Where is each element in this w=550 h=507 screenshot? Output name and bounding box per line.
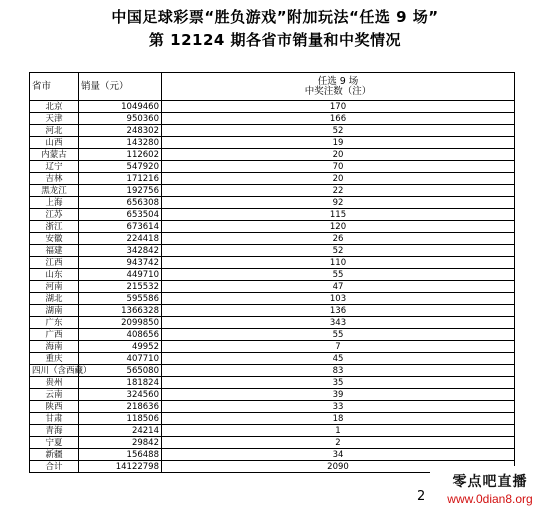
cell-province: 河北	[30, 125, 79, 137]
cell-winners: 55	[162, 269, 515, 281]
cell-province: 湖北	[30, 293, 79, 305]
cell-winners: 92	[162, 197, 515, 209]
table-row	[30, 161, 515, 173]
cell-winners: 47	[162, 281, 515, 293]
cell-sales: 248302	[79, 125, 162, 137]
cell-sales: 595586	[79, 293, 162, 305]
cell-sales: 218636	[79, 401, 162, 413]
table-row	[30, 197, 515, 209]
table-row	[30, 269, 515, 281]
table-row	[30, 185, 515, 197]
document-subtitle: 第 12124 期各省市销量和中奖情况	[148, 31, 402, 49]
watermark-logo	[430, 466, 550, 506]
cell-province: 海南	[30, 341, 79, 353]
cell-province: 山西	[30, 137, 79, 149]
cell-province: 福建	[30, 245, 79, 257]
cell-sales: 171216	[79, 173, 162, 185]
cell-sales: 24214	[79, 425, 162, 437]
table-row	[30, 173, 515, 185]
cell-province: 湖南	[30, 305, 79, 317]
cell-winners: 170	[162, 101, 515, 113]
cell-sales: 143280	[79, 137, 162, 149]
cell-sales: 407710	[79, 353, 162, 365]
table-row	[30, 437, 515, 449]
cell-province: 贵州	[30, 377, 79, 389]
table-row	[30, 329, 515, 341]
table-row	[30, 137, 515, 149]
cell-province: 吉林	[30, 173, 79, 185]
table-row	[30, 413, 515, 425]
cell-winners: 2	[162, 437, 515, 449]
table-row	[30, 365, 515, 377]
cell-sales: 324560	[79, 389, 162, 401]
cell-winners: 120	[162, 221, 515, 233]
cell-sales: 29842	[79, 437, 162, 449]
cell-province: 云南	[30, 389, 79, 401]
cell-winners: 20	[162, 149, 515, 161]
table-header-row	[30, 73, 515, 101]
cell-sales: 342842	[79, 245, 162, 257]
cell-province: 甘肃	[30, 413, 79, 425]
cell-province: 天津	[30, 113, 79, 125]
cell-winners: 2090	[162, 461, 515, 473]
cell-winners: 166	[162, 113, 515, 125]
cell-winners: 26	[162, 233, 515, 245]
cell-winners: 343	[162, 317, 515, 329]
cell-winners: 136	[162, 305, 515, 317]
cell-province: 新疆	[30, 449, 79, 461]
cell-winners: 34	[162, 449, 515, 461]
cell-sales: 1049460	[79, 101, 162, 113]
cell-province: 安徽	[30, 233, 79, 245]
cell-sales: 215532	[79, 281, 162, 293]
header-sales: 销量（元）	[79, 73, 162, 101]
cell-sales: 950360	[79, 113, 162, 125]
table-row	[30, 341, 515, 353]
cell-province: 黑龙江	[30, 185, 79, 197]
cell-sales: 224418	[79, 233, 162, 245]
cell-sales: 118506	[79, 413, 162, 425]
cell-winners: 52	[162, 245, 515, 257]
table-row	[30, 125, 515, 137]
cell-winners: 52	[162, 125, 515, 137]
table-row	[30, 425, 515, 437]
cell-province: 山东	[30, 269, 79, 281]
cell-sales: 943742	[79, 257, 162, 269]
cell-province: 浙江	[30, 221, 79, 233]
cell-province: 北京	[30, 101, 79, 113]
table-row	[30, 101, 515, 113]
cell-sales: 49952	[79, 341, 162, 353]
table-row	[30, 113, 515, 125]
cell-winners: 7	[162, 341, 515, 353]
table-row	[30, 449, 515, 461]
page-number: 2	[417, 489, 426, 504]
cell-province: 四川（含西藏）	[30, 365, 79, 377]
cell-winners: 1	[162, 425, 515, 437]
cell-winners: 115	[162, 209, 515, 221]
cell-province: 河南	[30, 281, 79, 293]
cell-province: 广西	[30, 329, 79, 341]
cell-sales: 565080	[79, 365, 162, 377]
cell-sales: 1366328	[79, 305, 162, 317]
cell-province: 内蒙古	[30, 149, 79, 161]
cell-winners: 110	[162, 257, 515, 269]
header-winners-line1: 任选 9 场	[317, 75, 359, 87]
sales-table	[29, 72, 515, 473]
header-winners	[162, 73, 515, 101]
cell-province: 陕西	[30, 401, 79, 413]
cell-sales: 156488	[79, 449, 162, 461]
table-row	[30, 305, 515, 317]
cell-sales: 653504	[79, 209, 162, 221]
table-row	[30, 209, 515, 221]
cell-winners: 83	[162, 365, 515, 377]
watermark-url: www.0dian8.org	[447, 492, 533, 506]
table-row	[30, 221, 515, 233]
cell-winners: 39	[162, 389, 515, 401]
table-row	[30, 389, 515, 401]
cell-winners: 33	[162, 401, 515, 413]
table-row	[30, 245, 515, 257]
cell-winners: 70	[162, 161, 515, 173]
cell-winners: 20	[162, 173, 515, 185]
cell-province: 辽宁	[30, 161, 79, 173]
cell-winners: 45	[162, 353, 515, 365]
cell-sales: 547920	[79, 161, 162, 173]
cell-winners: 35	[162, 377, 515, 389]
cell-sales: 673614	[79, 221, 162, 233]
cell-winners: 19	[162, 137, 515, 149]
cell-sales: 2099850	[79, 317, 162, 329]
cell-province: 上海	[30, 197, 79, 209]
table-row	[30, 281, 515, 293]
watermark-title: 零点吧直播	[452, 474, 528, 490]
table-row	[30, 233, 515, 245]
cell-province: 江西	[30, 257, 79, 269]
cell-winners: 18	[162, 413, 515, 425]
table-row	[30, 401, 515, 413]
table-row	[30, 353, 515, 365]
cell-sales: 112602	[79, 149, 162, 161]
table-row	[30, 257, 515, 269]
cell-sales: 656308	[79, 197, 162, 209]
cell-province: 宁夏	[30, 437, 79, 449]
cell-sales: 14122798	[79, 461, 162, 473]
cell-province: 广东	[30, 317, 79, 329]
cell-sales: 408656	[79, 329, 162, 341]
cell-winners: 103	[162, 293, 515, 305]
cell-winners: 55	[162, 329, 515, 341]
cell-sales: 449710	[79, 269, 162, 281]
cell-province: 青海	[30, 425, 79, 437]
cell-province: 重庆	[30, 353, 79, 365]
cell-sales: 192756	[79, 185, 162, 197]
header-province: 省市	[30, 73, 79, 101]
cell-province: 江苏	[30, 209, 79, 221]
cell-sales: 181824	[79, 377, 162, 389]
header-winners-line2: 中奖注数（注）	[304, 85, 372, 97]
cell-winners: 22	[162, 185, 515, 197]
table-row	[30, 317, 515, 329]
table-row	[30, 293, 515, 305]
document-title: 中国足球彩票“胜负游戏”附加玩法“任选 9 场”	[111, 8, 439, 26]
table-row	[30, 149, 515, 161]
table-row	[30, 377, 515, 389]
cell-province: 合计	[30, 461, 79, 473]
table-body	[30, 101, 515, 473]
